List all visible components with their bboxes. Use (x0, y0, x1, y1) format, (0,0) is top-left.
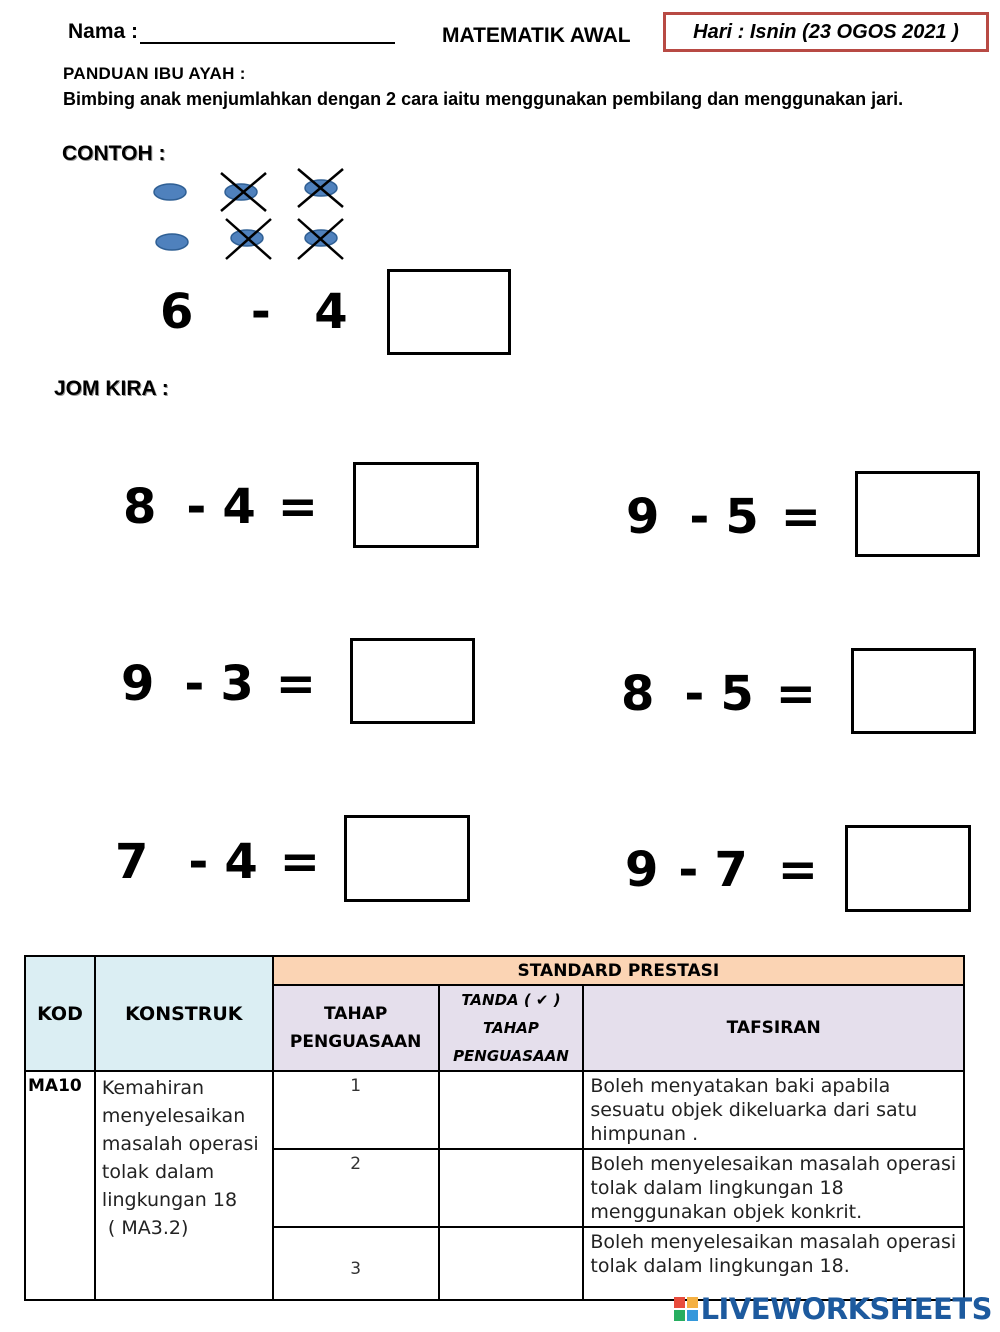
answer-box[interactable] (353, 462, 479, 548)
name-label: Nama : (68, 20, 395, 44)
operand-b: 4 (222, 479, 256, 535)
answer-box[interactable] (344, 815, 470, 902)
counter-plain (156, 234, 188, 250)
tafsiran-cell: Boleh menyelesaikan masalah operasi tolak dalam lingkungan 18. (583, 1227, 964, 1300)
tafsiran-cell: Boleh menyatakan baki apabila sesuatu objek dikeluarka dari satu himpunan . (583, 1071, 964, 1149)
header-tanda-line2: TAHAP (483, 1019, 539, 1037)
operand-a: 9 (625, 842, 659, 898)
counter-crossed (298, 169, 343, 207)
kod-cell: MA10 (25, 1071, 95, 1300)
tafsiran-cell: Boleh menyelesaikan masalah operasi tolak dalam lingkungan 18 menggunakan objek konkrit. (583, 1149, 964, 1227)
answer-box[interactable] (350, 638, 475, 724)
example-counters (140, 165, 360, 265)
date-box: Hari : Isnin (23 OGOS 2021 ) (663, 12, 989, 52)
counter-crossed (226, 219, 271, 259)
subject-title: MATEMATIK AWAL (442, 24, 631, 47)
header-standard-prestasi: STANDARD PRESTASI (273, 956, 964, 985)
answer-box[interactable] (855, 471, 980, 557)
answer-box[interactable] (851, 648, 976, 734)
brand-text: LIVEWORKSHEETS (700, 1292, 992, 1326)
example-label: CONTOH : (62, 142, 166, 165)
problem-equation (625, 842, 818, 898)
tick-cell[interactable] (439, 1071, 584, 1149)
operand-a: 9 (626, 489, 660, 545)
practice-label: JOM KIRA : (54, 377, 169, 400)
tick-cell[interactable] (439, 1227, 584, 1300)
answer-box[interactable] (845, 825, 971, 912)
operator: - (250, 284, 271, 340)
table-row (25, 1071, 964, 1149)
operand-a: 8 (123, 479, 157, 535)
problem-equation (123, 479, 318, 535)
equals-sign: = (780, 489, 821, 545)
tick-cell[interactable] (439, 1149, 584, 1227)
konstruk-code: ( MA3.2) (107, 1217, 189, 1239)
operand-b: 7 (714, 842, 748, 898)
guide-text: Bimbing anak menjumlahkan dengan 2 cara iaitu menggunakan pembilang dan menggunakan jari. (63, 89, 904, 109)
operand-a: 7 (115, 834, 149, 890)
operator: - (188, 834, 209, 890)
example-answer-box[interactable] (387, 269, 511, 355)
operator: - (186, 479, 207, 535)
operand-b: 4 (314, 284, 348, 340)
operand-b: 4 (224, 834, 258, 890)
name-input-line[interactable] (140, 24, 395, 44)
operator: - (184, 656, 205, 712)
equals-sign: = (279, 834, 320, 890)
header-kod: KOD (25, 956, 95, 1071)
equals-sign: = (775, 666, 816, 722)
equals-sign: = (275, 656, 316, 712)
operator: - (684, 666, 705, 722)
liveworksheets-logo[interactable] (674, 1292, 992, 1326)
problem-equation (121, 656, 316, 712)
level-cell: 2 (273, 1149, 439, 1227)
problem-equation (621, 666, 816, 722)
operand-b: 5 (720, 666, 754, 722)
problem-equation (115, 834, 320, 890)
header-tahap (273, 985, 439, 1071)
guide-title: PANDUAN IBU AYAH : (63, 64, 246, 83)
counter-crossed (221, 173, 266, 211)
operand-b: 3 (220, 656, 254, 712)
operand-a: 9 (121, 656, 155, 712)
header-tafsiran: TAFSIRAN (583, 985, 964, 1071)
equals-sign: = (277, 479, 318, 535)
header-tahap-line1: TAHAP (324, 1004, 388, 1024)
counter-crossed (298, 219, 343, 259)
operator: - (678, 842, 699, 898)
problem-equation (626, 489, 821, 545)
konstruk-text: Kemahiran menyelesaikan masalah operasi tolak dalam lingkungan 18 (101, 1077, 259, 1211)
operand-a: 6 (160, 284, 194, 340)
header-tanda (439, 985, 584, 1071)
operator: - (689, 489, 710, 545)
operand-b: 5 (725, 489, 759, 545)
header-tanda-line3: PENGUASAAN (453, 1047, 569, 1065)
standard-prestasi-table (24, 955, 965, 1301)
konstruk-cell (95, 1071, 273, 1300)
logo-squares-icon (674, 1297, 698, 1321)
header-tahap-line2: PENGUASAAN (289, 1032, 422, 1052)
equals-sign: = (777, 842, 818, 898)
header-konstruk: KONSTRUK (95, 956, 273, 1071)
operand-a: 8 (621, 666, 655, 722)
level-cell: 3 (273, 1227, 439, 1300)
level-cell: 1 (273, 1071, 439, 1149)
counter-plain (154, 184, 186, 200)
header-tanda-line1: TANDA ( ✔ ) (461, 991, 561, 1009)
